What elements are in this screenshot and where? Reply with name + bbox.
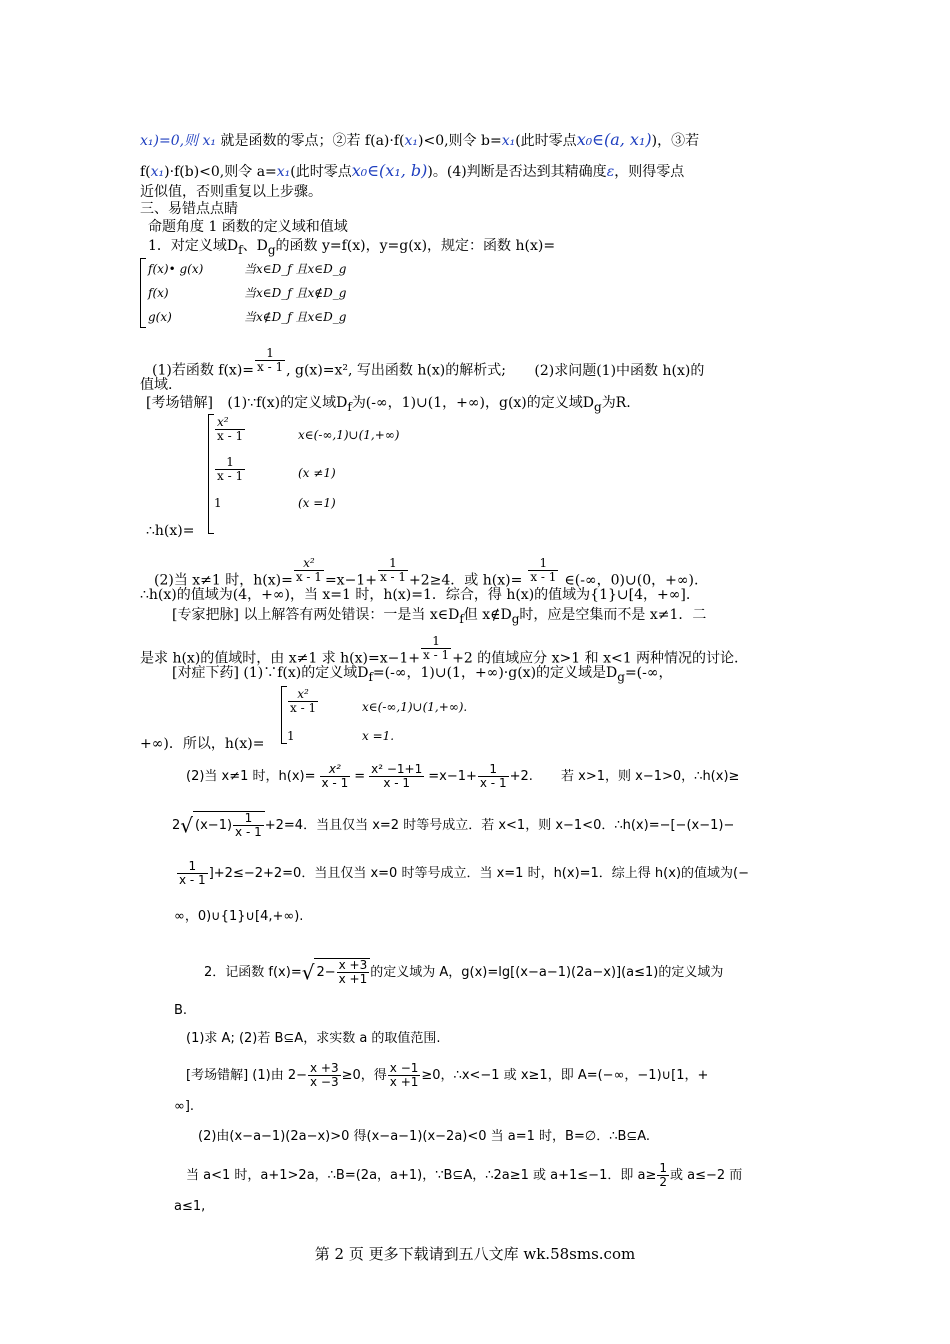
case3-cond: 当x∉D_f 且x∈D_g [244, 310, 347, 324]
q2-text: ≥0，得 [341, 1068, 387, 1083]
q2-text: 当 a<1 时，a+1>2a，∴B=(2a，a+1)，∵B⊆A，∴2a≥1 或 a+1≤−1．即 a≥ [186, 1168, 657, 1183]
numerator: x² −1+1 [371, 762, 423, 776]
intro-x1: x₁ [202, 133, 217, 149]
sol-text: =x−1+ [428, 769, 477, 784]
denominator: x - 1 [530, 570, 557, 584]
sub-g: g [267, 242, 276, 257]
intro-line-3: 近似值，否则重复以上步骤。 [140, 184, 322, 200]
fraction [421, 635, 451, 662]
numerator: x² [320, 763, 351, 777]
numerator: x² [294, 557, 324, 571]
expert-text: 时，应是空集而不是 x≠1．二 [519, 607, 707, 623]
denominator: x - 1 [217, 469, 244, 483]
err-text: 为(-∞，1)∪(1，+∞)，g(x)的定义域D [351, 395, 594, 411]
numerator: 1 [233, 812, 264, 826]
q2-text: [考场错解] (1)由 2− [186, 1068, 307, 1083]
q1-stem-text: 的函数 y=f(x)，y=g(x)，规定：函数 h(x)= [275, 238, 556, 254]
fc1-frac [288, 688, 318, 715]
fraction [320, 763, 351, 790]
numerator: 1 [215, 456, 245, 470]
sub-f: f [238, 242, 243, 257]
numerator: 1 [421, 635, 451, 649]
pc2-cond: (x ≠1) [298, 466, 336, 480]
pc3-cond: (x =1) [298, 496, 336, 510]
q1-part2-cont: 值域. [140, 377, 173, 393]
q2-text: 或 a≤−2 而 [669, 1168, 743, 1183]
sol-text: 若 x>1，则 x−1>0，∴h(x)≥ [561, 769, 740, 784]
fix-text: [对症下药] (1)∵f(x)的定义域D [172, 665, 369, 681]
intro-text: (此时零点 [515, 133, 577, 149]
sol-text: 2 [172, 818, 181, 833]
intro-text: )·f(b)<0,则令 a= [164, 164, 277, 180]
q2-text: ≥0，∴x<−1 或 x≥1，即 A=(−∞，−1)∪[1，+ [421, 1068, 709, 1083]
q2-parts: (1)求 A; (2)若 B⊆A，求实数 a 的取值范围. [186, 1031, 441, 1046]
fix-line-1 [172, 664, 673, 686]
denominator: x - 1 [235, 825, 262, 839]
denominator: x - 1 [217, 429, 244, 443]
q2-err-line-4 [186, 1162, 742, 1189]
intro-text: 就是函数的零点；②若 f(a)·f( [220, 133, 405, 149]
denominator: x - 1 [321, 776, 349, 790]
intro-x1: x₁ [276, 164, 291, 180]
piecewise-brace [140, 258, 146, 328]
sqrt-sign: √ [301, 960, 315, 985]
intro-interval: x₀∈(x₁, b) [351, 161, 428, 180]
intro-text: )<0,则令 b= [418, 133, 502, 149]
err-text: =x−1+ [324, 572, 377, 589]
fc1-cond: x∈(-∞,1)∪(1,+∞). [362, 700, 468, 714]
q2-err-line-5: a≤1, [174, 1199, 206, 1214]
numerator: 1 [177, 860, 208, 874]
intro-epsilon: ε [606, 164, 615, 180]
sol-text: +2=4．当且仅当 x=2 时等号成立．若 x<1，则 x−1<0．∴h(x)=−[−(x−1)− [264, 818, 735, 833]
fraction: $\frac{1}{2}$ [659, 1161, 667, 1189]
expert-text: [专家把脉] 以上解答有两处错误：一是当 x∈D [172, 607, 460, 623]
denominator: x - 1 [179, 873, 206, 887]
intro-text: f( [140, 164, 151, 180]
pc3-expr: 1 [214, 496, 222, 510]
fraction: $\frac{x -1}{x +1}$ [389, 1061, 419, 1089]
intro-line-1 [140, 131, 699, 150]
sub-g: g [617, 669, 625, 684]
q1-parts [152, 346, 705, 384]
sol-line-1: (2)当 x≠1 时，h(x)= $\frac{\text{x²}}{x - 1}$ = $\frac{\text{x² −1+1}}{x - 1}$ =x−1+ $\frac{1}{x - 1}$ +2. 若 x>1，则 x−1>0，∴h(x)≥ [186, 762, 740, 790]
denominator: x - 1 [383, 776, 411, 790]
err-text: ∈(-∞，0)∪(0，+∞). [564, 572, 699, 589]
denominator: x - 1 [257, 360, 284, 374]
intro-line-2 [140, 162, 684, 181]
page-footer: 第 2 页 更多下载请到五八文库 wk.58sms.com [314, 1245, 636, 1263]
intro-x1: x₁ [501, 133, 516, 149]
intro-text: ，则得零点 [614, 164, 685, 180]
fc2-expr: 1 [287, 729, 295, 743]
fraction [369, 763, 424, 790]
sol-text: (2)当 x≠1 时，h(x)= [186, 769, 316, 784]
fraction [478, 763, 509, 790]
numerator: 1 [528, 557, 558, 571]
q2-err-line-2: ∞]. [174, 1099, 195, 1114]
intro-text: )。(4)判断是否达到其精确度 [427, 164, 607, 180]
fraction [255, 347, 285, 374]
sub-f: f [347, 399, 352, 414]
sqrt-body: 2− $\frac{x +3}{x +1}$ [314, 958, 370, 986]
sub-g: g [511, 611, 520, 626]
err-label: [考场错解] [146, 395, 213, 411]
q2-stem-cont: B. [174, 1003, 188, 1018]
numerator: 1 [378, 557, 408, 571]
q1-stem [148, 237, 555, 259]
angle-heading: 命题角度 1 函数的定义域和值域 [148, 219, 348, 235]
sol-text: ]+2≤−2+2=0．当且仅当 x=0 时等号成立．当 x=1 时，h(x)=1．综上得 h(x)的值域为(− [208, 866, 749, 881]
q2-err-line-3: (2)由(x−a−1)(2a−x)>0 得(x−a−1)(x−2a)<0 当 a=1 时，B=∅．∴B⊆A. [198, 1129, 651, 1144]
case2-expr: f(x) [148, 286, 169, 300]
fraction: $\frac{x +3}{x -3}$ [310, 1061, 339, 1089]
denominator: x - 1 [479, 776, 507, 790]
fraction [177, 860, 208, 887]
fix-text: =(-∞，1)∪(1，+∞)·g(x)的定义域是D [372, 665, 618, 681]
h-prefix: ∴h(x)= [146, 523, 195, 539]
case1-expr: f(x)• g(x) [148, 262, 204, 276]
denominator: x - 1 [295, 570, 322, 584]
sqrt-sign: √ [180, 813, 194, 838]
pc1-cond: x∈(-∞,1)∪(1,+∞) [298, 428, 400, 442]
sub-g: g [594, 399, 602, 414]
err-text: (2)当 x≠1 时，h(x)= [154, 572, 293, 589]
numerator: 1 [255, 347, 285, 361]
fraction: $\frac{x +3}{x +1}$ [338, 958, 368, 986]
sqrt-body: (x−1) $\frac{1}{x - 1}$ [193, 811, 265, 839]
sol-line-2 [172, 811, 734, 839]
denominator: x - 1 [290, 701, 317, 715]
intro-interval: x₀∈(a, x₁) [576, 130, 652, 149]
intro-text: (此时零点 [290, 164, 352, 180]
sub-f: f [459, 611, 464, 626]
q2-stem [204, 958, 723, 986]
q1-part1: , g(x)=x², 写出函数 h(x)的解析式; [286, 362, 506, 379]
intro-x1-eq: x₁)=0,则 [140, 133, 199, 149]
section-heading: 三、易错点点睛 [140, 201, 238, 217]
numerator: x² [288, 688, 318, 702]
err-line-1 [146, 394, 631, 416]
err-text: +2≥4．或 h(x)= [409, 572, 523, 589]
sol-line-4: ∞，0)∪{1}∪[4,+∞). [174, 909, 304, 924]
denominator: x - 1 [379, 570, 407, 584]
fraction [233, 812, 264, 839]
expert-text: +2 的值域应分 x>1 和 x<1 两种情况的讨论. [452, 650, 739, 667]
case3-expr: g(x) [148, 310, 172, 324]
case2-cond: 当x∈D_f 且x∉D_g [244, 286, 347, 300]
numerator: x² [215, 416, 245, 430]
denominator: x - 1 [423, 648, 450, 662]
err-text: 为R. [601, 395, 631, 411]
sub-f: f [368, 669, 373, 684]
sol-line-3 [176, 860, 749, 887]
err-text: (1)∵f(x)的定义域D [227, 395, 348, 411]
fix-text: =(-∞， [624, 665, 673, 681]
intro-text: )，③若 [651, 133, 700, 149]
numerator: 1 [478, 763, 509, 777]
h-brace [208, 414, 214, 534]
pc1-frac [215, 416, 245, 443]
q2-err-line-1 [186, 1062, 708, 1089]
fraction [378, 557, 408, 584]
expert-text: 是求 h(x)的值域时，由 x≠1 求 h(x)=x−1+ [140, 650, 420, 667]
fraction [294, 557, 324, 584]
q1-stem-text: 1．对定义域D [148, 238, 239, 254]
q1-part1: (1)若函数 f(x)= [152, 362, 255, 379]
pc2-frac [215, 456, 245, 483]
fix-line-2: +∞)．所以，h(x)= [140, 736, 265, 752]
case1-cond: 当x∈D_f 且x∈D_g [244, 262, 347, 276]
q2-text: 2．记函数 f(x)= [204, 965, 302, 980]
intro-x1: x₁ [150, 164, 165, 180]
fc2-cond: x =1. [362, 729, 395, 743]
q1-stem-text: 、D [242, 238, 268, 254]
intro-x1: x₁ [404, 133, 418, 149]
q1-part2: (2)求问题(1)中函数 h(x)的 [534, 362, 705, 379]
sol-text: +2. [509, 769, 533, 784]
err-line-3: ∴h(x)的值域为(4，+∞)，当 x=1 时，h(x)=1．综合，得 h(x)的值域为{1}∪[4，+∞]. [140, 587, 691, 603]
expert-line-1 [172, 606, 706, 628]
q2-text: 的定义域为 A，g(x)=lg[(x−a−1)(2a−x)](a≤1)的定义域为 [370, 965, 724, 980]
expert-text: 但 x∉D [463, 607, 512, 623]
fraction [528, 557, 558, 584]
